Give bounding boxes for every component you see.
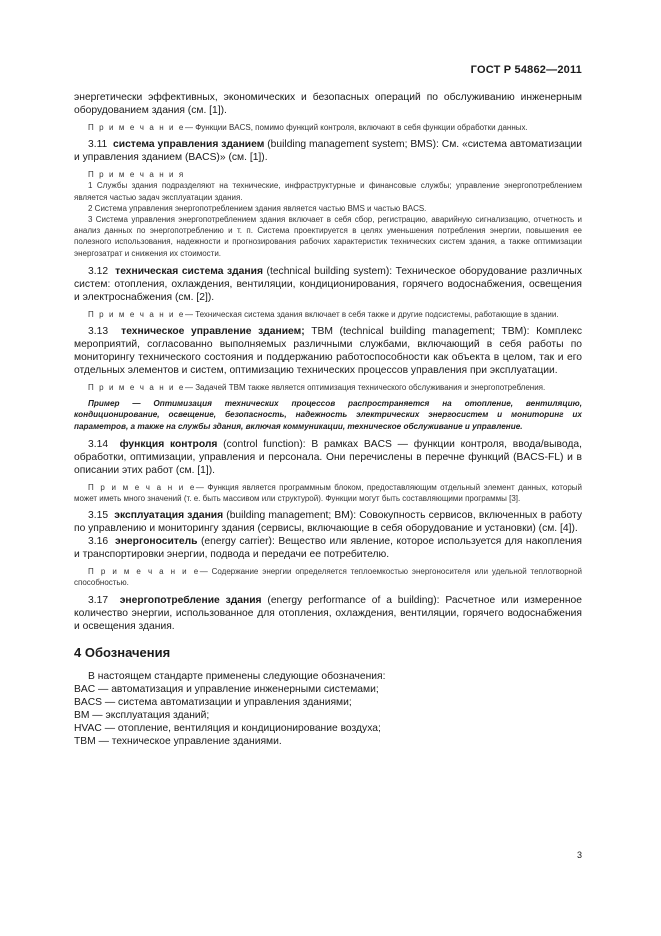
definition-text: (energy performance of a building): Расчетное или измеренное количество энергии, использованное для отопления, охлаждения, вентиляции, горячего водоснабжения и освещения здания. (74, 594, 582, 632)
definition-term: техническая система здания (115, 265, 263, 277)
definition-text: TBM (technical building management; TBM): Комплекс мероприятий, согласованно выполняемых различными службами, включающий в себя работы по мониторингу технического состояния и поддержанию работоспособности как объекта в целом, так и его отдельных элементов и систем, оптимизацию технических процессов управления при эксплуатации. (74, 326, 582, 377)
note-text: — Функции BACS, помимо функций контроля, включают в себя функции обработки данных. (184, 123, 528, 132)
definition-text: (building management system; BMS): См. «система автоматизации и управления зданием (BACS)» (см. [1]). (74, 139, 582, 164)
note-3-12 (74, 309, 582, 320)
section-4-title: 4 Обозначения (74, 644, 171, 660)
definition-number: 3.12 (88, 265, 109, 277)
definition-text: (energy carrier): Вещество или явление, которое используется для накопления и транспортировки энергии, подвода и передачи ее потребителю. (74, 536, 582, 561)
abbreviation-item: HVAC — отопление, вентиляция и кондиционирование воздуха; (74, 722, 381, 734)
notes-3-11 (74, 169, 582, 259)
note-bacs (74, 122, 582, 133)
note-item: 2 Система управления энергопотреблением здания является частью BMS и частью BACS. (88, 203, 427, 213)
definition-3-12 (74, 265, 582, 304)
definition-term: техническое управление зданием; (121, 326, 305, 338)
note-label: П р и м е ч а н и е (88, 309, 185, 319)
abbreviation-intro: В настоящем стандарте применены следующие обозначения: (88, 670, 386, 682)
abbreviation-list (74, 670, 582, 748)
abbreviation-item: BAC — автоматизация и управление инженерными системами; (74, 683, 379, 695)
definition-text: (building management; BM): Совокупность сервисов, включенных в работу по управлению и мониторингу здания (сервисы, включающие в себя оборудование и установки) (см. [4]). (74, 510, 582, 535)
note-label: П р и м е ч а н и е (88, 383, 185, 393)
abbreviation-item: TBM — техническое управление зданиями. (74, 735, 282, 747)
definition-3-14 (74, 438, 582, 477)
example-3-13: Пример — Оптимизация технических процессов распространяется на отопление, вентиляцию, кондиционирование, освещение, безопасность, надежность электрических энергосистем и мониторинг их параметров, а также на службы здания, включая коммуникации, техническое обслуживание и управление. (74, 399, 582, 431)
note-3-14 (74, 482, 582, 504)
note-text: — Функция является программным блоком, предоставляющим отдельный элемент данных, который может иметь много значений (т. е. быть массивом или структурой). Функции могут быть составляющими программы [3]. (74, 482, 582, 504)
definition-number: 3.13 (88, 326, 109, 338)
note-3-16 (74, 566, 582, 588)
definition-3-13 (74, 325, 582, 377)
definition-number: 3.17 (88, 594, 109, 606)
note-label: П р и м е ч а н и е (88, 482, 196, 492)
definition-3-15 (74, 509, 582, 535)
note-text: — Техническая система здания включает в себя также и другие подсистемы, работающие в здании. (184, 309, 559, 319)
note-3-13 (74, 382, 582, 393)
definition-text: (control function): В рамках BACS — функции контроля, ввода/вывода, обработки, оптимизации, управления и персонала. Они перечислены в перечне функций (BACS-FL) и в описании этих работ (см. [1]). (74, 438, 582, 476)
definition-term: энергоноситель (115, 536, 198, 548)
definition-number: 3.11 (88, 139, 108, 151)
notes-heading: П р и м е ч а н и я (88, 170, 185, 180)
definition-text: (technical building system): Техническое оборудование различных систем: отопления, охлаждения, вентиляции, кондиционирования, горячего водоснабжения, освещения и электроснабжения (см. [2]). (74, 265, 582, 303)
paragraph-intro: энергетически эффективных, экономических и безопасных операций по обслуживанию инженерным оборудованием здания (см. [1]). (74, 92, 582, 116)
note-text: — Содержание энергии определяется теплоемкостью энергоносителя или удельной теплотворной способностью. (74, 567, 582, 588)
note-item: 1 Службы здания подразделяют на технические, инфраструктурные и финансовые службы; управление энергопотреблением является частью задач эксплуатации здания. (74, 181, 582, 202)
note-label: П р и м е ч а н и е (88, 123, 185, 132)
note-text: — Задачей TBM также является оптимизация технического обслуживания и энергопотребления. (184, 383, 546, 393)
definition-3-17 (74, 594, 582, 633)
definition-number: 3.14 (88, 438, 109, 450)
document-header: ГОСТ Р 54862—2011 (470, 64, 582, 76)
note-item: 3 Система управления энергопотреблением здания включает в себя сбор, регистрацию, аварийную сигнализацию, отчетность и анализ данных по энергопотреблению и т. п. Система проектируется в целях уменьшения потребления энергии, повышения ее полезного использования, надежности и прогнозирования рабочих характеристик технических систем здания, а также оптимизации энергозатрат и снижения их стоимости. (74, 215, 582, 258)
page-number: 3 (576, 850, 582, 860)
note-label: П р и м е ч а н и е (88, 567, 200, 577)
abbreviation-item: BACS — система автоматизации и управления зданиями; (74, 696, 352, 708)
definition-term: функция контроля (119, 438, 218, 450)
definition-number: 3.15 (88, 510, 109, 522)
definition-3-11 (74, 138, 582, 164)
definition-3-16 (74, 535, 582, 561)
abbreviation-item: BM — эксплуатация зданий; (74, 709, 210, 721)
definition-term: эксплуатация здания (114, 510, 224, 522)
definition-term: система управления зданием (113, 139, 265, 151)
definition-number: 3.16 (88, 536, 109, 548)
definition-term: энергопотребление здания (119, 594, 262, 606)
